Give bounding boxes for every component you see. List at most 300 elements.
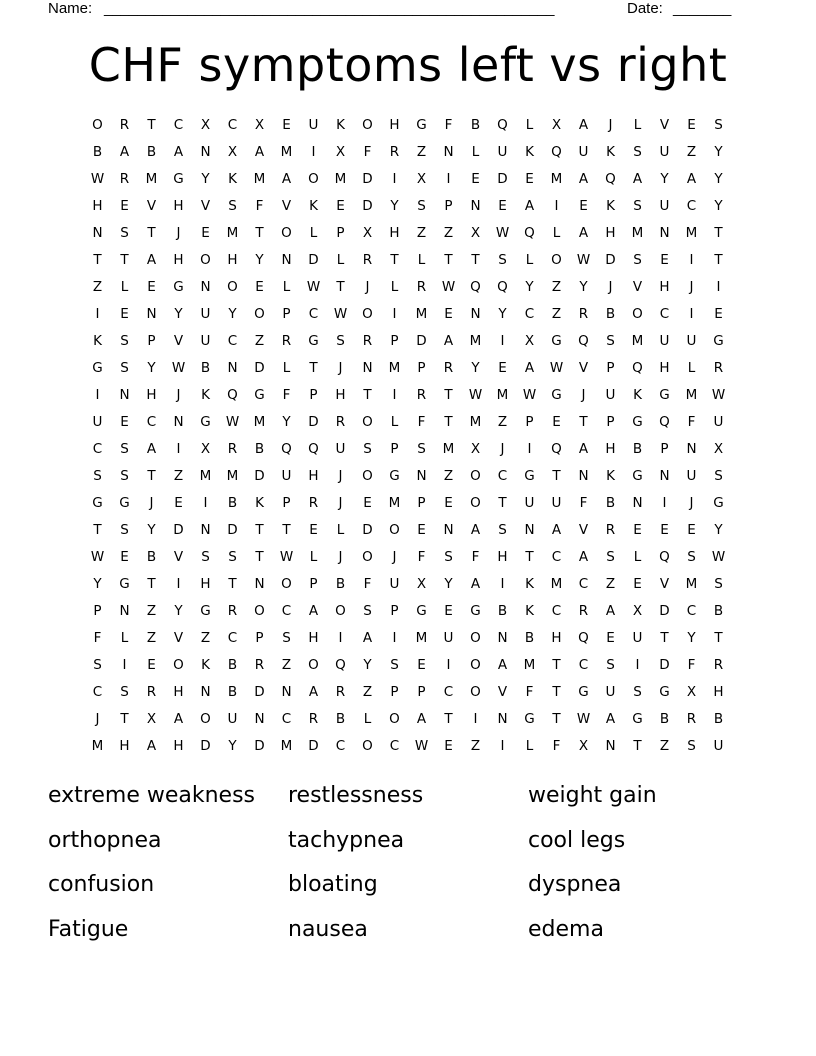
grid-letter: G (92, 360, 103, 376)
grid-letter: Y (687, 630, 696, 646)
grid-letter: R (578, 306, 589, 322)
grid-letter: F (363, 576, 372, 592)
grid-row (84, 517, 732, 544)
word-bank-item: Fatigue (48, 916, 129, 942)
grid-letter: A (578, 171, 589, 187)
grid-letter: N (281, 684, 292, 700)
grid-letter: C (227, 630, 238, 646)
grid-letter: P (336, 225, 345, 241)
grid-row (84, 166, 732, 193)
grid-letter: G (551, 387, 562, 403)
grid-letter: J (338, 468, 343, 484)
grid-letter: E (471, 171, 480, 187)
grid-letter: M (685, 576, 698, 592)
grid-letter: Z (362, 684, 373, 700)
grid-letter: P (390, 333, 399, 349)
grid-letter: K (201, 657, 210, 673)
grid-letter: W (711, 387, 726, 403)
grid-letter: R (308, 495, 319, 511)
grid-letter: T (552, 657, 561, 673)
grid-letter: O (200, 252, 211, 268)
grid-letter: M (523, 657, 536, 673)
grid-letter: E (363, 495, 372, 511)
grid-letter: O (362, 468, 373, 484)
grid-letter: O (281, 576, 292, 592)
grid-letter: R (254, 657, 265, 673)
word-bank-row (48, 825, 768, 870)
grid-letter: O (173, 657, 184, 673)
grid-letter: K (525, 603, 534, 619)
grid-letter: Y (93, 576, 102, 592)
grid-letter: Z (497, 414, 508, 430)
grid-letter: G (470, 603, 481, 619)
grid-letter: J (338, 549, 343, 565)
grid-letter: V (200, 198, 211, 214)
grid-letter: Q (659, 549, 670, 565)
grid-letter: N (119, 387, 130, 403)
grid-letter: A (146, 441, 157, 457)
grid-letter: E (444, 495, 453, 511)
grid-letter: F (93, 630, 102, 646)
grid-letter: Q (578, 333, 589, 349)
grid-letter: T (444, 414, 453, 430)
grid-letter: M (280, 144, 293, 160)
grid-letter: X (416, 576, 427, 592)
grid-letter: H (173, 684, 184, 700)
grid-letter: U (659, 198, 670, 214)
grid-letter: C (659, 306, 670, 322)
grid-letter: U (659, 333, 670, 349)
grid-letter: E (417, 657, 426, 673)
grid-letter: L (309, 225, 318, 241)
grid-letter: T (471, 252, 480, 268)
grid-letter: I (446, 657, 451, 673)
grid-letter: J (149, 495, 154, 511)
word-bank-row (48, 869, 768, 914)
grid-letter: Z (470, 738, 481, 754)
grid-letter: Z (659, 738, 670, 754)
grid-letter: Z (173, 468, 184, 484)
grid-letter: W (549, 360, 564, 376)
grid-letter: E (660, 252, 669, 268)
grid-letter: J (392, 549, 397, 565)
grid-letter: M (685, 387, 698, 403)
grid-letter: O (470, 684, 481, 700)
grid-letter: P (282, 495, 291, 511)
word-bank-item: dyspnea (528, 872, 622, 897)
grid-letter: E (444, 306, 453, 322)
grid-letter: W (90, 171, 105, 187)
grid-letter: H (335, 387, 346, 403)
grid-letter: P (417, 495, 426, 511)
grid-letter: N (443, 522, 454, 538)
grid-letter: K (93, 333, 102, 349)
grid-letter: Y (714, 198, 723, 214)
grid-letter: Z (443, 225, 454, 241)
grid-letter: F (363, 144, 372, 160)
grid-letter: S (687, 549, 696, 565)
grid-letter: S (120, 441, 129, 457)
grid-letter: T (633, 738, 642, 754)
grid-letter: G (659, 387, 670, 403)
grid-letter: G (389, 468, 400, 484)
grid-letter: W (171, 360, 186, 376)
grid-letter: R (416, 279, 427, 295)
grid-letter: L (417, 252, 426, 268)
grid-letter: T (444, 387, 453, 403)
grid-letter: E (552, 414, 561, 430)
grid-letter: L (282, 360, 291, 376)
grid-letter: U (308, 117, 319, 133)
word-bank-item: edema (528, 916, 604, 942)
grid-letter: C (686, 198, 697, 214)
grid-letter: N (659, 468, 670, 484)
grid-letter: K (606, 468, 615, 484)
grid-letter: N (686, 441, 697, 457)
grid-letter: W (333, 306, 348, 322)
grid-letter: R (227, 603, 238, 619)
grid-letter: A (119, 144, 130, 160)
grid-letter: Q (497, 279, 508, 295)
grid-row (84, 409, 732, 436)
grid-letter: G (524, 468, 535, 484)
grid-letter: A (632, 171, 643, 187)
grid-letter: U (524, 495, 535, 511)
grid-letter: G (713, 333, 724, 349)
grid-letter: C (551, 603, 562, 619)
grid-letter: X (686, 684, 697, 700)
grid-row (84, 274, 732, 301)
grid-letter: Y (201, 171, 210, 187)
grid-letter: E (147, 279, 156, 295)
worksheet-header (48, 0, 748, 18)
grid-letter: C (443, 684, 454, 700)
grid-letter: A (578, 117, 589, 133)
grid-letter: Q (227, 387, 238, 403)
grid-letter: P (93, 603, 102, 619)
grid-letter: B (659, 711, 670, 727)
grid-letter: E (633, 576, 642, 592)
grid-letter: R (227, 441, 238, 457)
grid-letter: Y (174, 306, 183, 322)
grid-letter: Z (146, 630, 157, 646)
grid-row (84, 112, 732, 139)
grid-letter: M (280, 738, 293, 754)
grid-letter: N (173, 414, 184, 430)
grid-letter: E (606, 630, 615, 646)
grid-letter: U (686, 468, 697, 484)
grid-letter: K (309, 198, 318, 214)
grid-letter: D (416, 333, 427, 349)
grid-letter: P (390, 441, 399, 457)
grid-letter: N (254, 711, 265, 727)
grid-letter: S (201, 549, 210, 565)
grid-letter: J (338, 360, 343, 376)
grid-letter: X (470, 441, 481, 457)
grid-letter: G (659, 684, 670, 700)
grid-letter: W (414, 738, 429, 754)
grid-letter: U (605, 387, 616, 403)
grid-letter: Q (551, 144, 562, 160)
grid-letter: E (687, 117, 696, 133)
grid-letter: X (551, 117, 562, 133)
grid-letter: M (91, 738, 104, 754)
grid-letter: B (227, 684, 238, 700)
grid-letter: W (90, 549, 105, 565)
grid-letter: G (416, 603, 427, 619)
grid-letter: Y (174, 603, 183, 619)
grid-letter: O (335, 603, 346, 619)
grid-letter: Y (363, 657, 372, 673)
grid-letter: H (605, 441, 616, 457)
grid-letter: B (254, 441, 265, 457)
grid-letter: E (120, 549, 129, 565)
grid-letter: U (335, 441, 346, 457)
grid-letter: F (687, 414, 696, 430)
grid-letter: U (659, 144, 670, 160)
grid-letter: G (632, 711, 643, 727)
grid-letter: T (390, 252, 399, 268)
grid-row (84, 706, 732, 733)
grid-letter: M (469, 333, 482, 349)
grid-letter: N (632, 495, 643, 511)
grid-letter: Q (524, 225, 535, 241)
grid-letter: X (524, 333, 535, 349)
grid-letter: H (389, 117, 400, 133)
grid-letter: O (632, 306, 643, 322)
grid-row (84, 490, 732, 517)
grid-letter: L (336, 252, 345, 268)
grid-letter: U (281, 468, 292, 484)
grid-letter: U (227, 711, 238, 727)
grid-letter: U (200, 306, 211, 322)
grid-letter: A (362, 630, 373, 646)
grid-letter: D (362, 522, 373, 538)
grid-letter: S (714, 117, 723, 133)
grid-letter: M (496, 387, 509, 403)
grid-letter: F (552, 738, 561, 754)
word-bank-item: confusion (48, 872, 155, 897)
grid-letter: G (578, 684, 589, 700)
grid-letter: R (686, 711, 697, 727)
grid-letter: O (389, 522, 400, 538)
word-bank-item: restlessness (288, 783, 424, 808)
grid-letter: E (282, 117, 291, 133)
word-bank-item: weight gain (528, 783, 657, 808)
grid-letter: R (119, 117, 130, 133)
grid-letter: G (632, 468, 643, 484)
grid-letter: F (282, 387, 291, 403)
grid-letter: A (281, 171, 292, 187)
grid-letter: J (365, 279, 370, 295)
grid-letter: K (201, 387, 210, 403)
grid-row (84, 328, 732, 355)
grid-letter: A (551, 522, 562, 538)
grid-letter: D (254, 684, 265, 700)
grid-letter: X (470, 225, 481, 241)
grid-letter: R (281, 333, 292, 349)
grid-letter: O (362, 117, 373, 133)
grid-letter: S (498, 522, 507, 538)
grid-letter: S (120, 522, 129, 538)
grid-letter: A (524, 360, 535, 376)
grid-letter: A (146, 738, 157, 754)
grid-letter: Y (525, 279, 534, 295)
grid-letter: S (633, 198, 642, 214)
grid-letter: J (608, 117, 613, 133)
grid-letter: H (551, 630, 562, 646)
grid-letter: N (524, 522, 535, 538)
grid-letter: T (93, 252, 102, 268)
grid-letter: K (633, 387, 642, 403)
grid-letter: X (200, 117, 211, 133)
grid-letter: C (227, 117, 238, 133)
grid-letter: S (606, 549, 615, 565)
grid-letter: W (495, 225, 510, 241)
grid-letter: Q (281, 441, 292, 457)
grid-letter: D (200, 738, 211, 754)
grid-letter: P (525, 414, 534, 430)
grid-letter: T (552, 684, 561, 700)
grid-letter: L (471, 144, 480, 160)
grid-letter: S (93, 657, 102, 673)
grid-letter: G (308, 333, 319, 349)
grid-letter: E (309, 522, 318, 538)
grid-letter: H (119, 738, 130, 754)
grid-letter: Z (416, 225, 427, 241)
grid-letter: N (92, 225, 103, 241)
grid-letter: Z (551, 279, 562, 295)
grid-letter: I (635, 657, 640, 673)
grid-letter: X (713, 441, 724, 457)
grid-letter: E (444, 738, 453, 754)
grid-row (84, 193, 732, 220)
grid-letter: X (254, 117, 265, 133)
grid-letter: D (254, 738, 265, 754)
grid-letter: C (551, 549, 562, 565)
grid-letter: R (578, 603, 589, 619)
grid-letter: E (525, 171, 534, 187)
grid-letter: C (146, 414, 157, 430)
grid-letter: H (659, 279, 670, 295)
date-blank-line: _______ (673, 0, 732, 17)
grid-letter: T (660, 630, 669, 646)
grid-letter: S (444, 549, 453, 565)
grid-letter: K (606, 144, 615, 160)
grid-letter: P (255, 630, 264, 646)
grid-letter: J (689, 279, 694, 295)
grid-letter: E (714, 306, 723, 322)
grid-letter: K (606, 198, 615, 214)
grid-letter: G (632, 414, 643, 430)
grid-letter: M (550, 171, 563, 187)
grid-letter: L (525, 117, 534, 133)
grid-letter: E (120, 414, 129, 430)
grid-letter: T (579, 414, 588, 430)
grid-letter: B (632, 441, 643, 457)
grid-letter: D (659, 603, 670, 619)
grid-letter: E (120, 306, 129, 322)
grid-letter: L (390, 279, 399, 295)
grid-letter: S (363, 441, 372, 457)
grid-letter: C (578, 657, 589, 673)
grid-letter: T (552, 468, 561, 484)
grid-letter: M (226, 225, 239, 241)
grid-letter: C (389, 738, 400, 754)
grid-letter: W (522, 387, 537, 403)
grid-letter: T (336, 279, 345, 295)
grid-letter: A (173, 711, 184, 727)
grid-row (84, 436, 732, 463)
grid-letter: P (444, 198, 453, 214)
grid-letter: I (95, 387, 100, 403)
grid-letter: S (336, 333, 345, 349)
date-label: Date: (627, 0, 663, 17)
grid-letter: D (362, 171, 373, 187)
grid-letter: J (500, 441, 505, 457)
grid-letter: P (417, 360, 426, 376)
grid-letter: H (92, 198, 103, 214)
grid-letter: E (174, 495, 183, 511)
grid-letter: H (605, 225, 616, 241)
grid-letter: Y (147, 522, 156, 538)
grid-letter: M (253, 171, 266, 187)
grid-letter: M (550, 576, 563, 592)
grid-letter: E (498, 360, 507, 376)
grid-letter: C (281, 711, 292, 727)
grid-letter: Y (579, 279, 588, 295)
grid-letter: S (93, 468, 102, 484)
grid-letter: T (282, 522, 291, 538)
grid-letter: M (415, 306, 428, 322)
grid-letter: X (200, 441, 211, 457)
grid-letter: C (335, 738, 346, 754)
grid-letter: K (525, 576, 534, 592)
grid-letter: P (417, 684, 426, 700)
grid-letter: H (308, 468, 319, 484)
grid-letter: A (578, 225, 589, 241)
grid-letter: L (120, 630, 129, 646)
grid-letter: J (689, 495, 694, 511)
grid-letter: J (581, 387, 586, 403)
grid-letter: B (227, 657, 238, 673)
grid-letter: U (443, 630, 454, 646)
grid-letter: Q (578, 630, 589, 646)
grid-letter: T (120, 252, 129, 268)
grid-letter: X (362, 225, 373, 241)
grid-letter: P (660, 441, 669, 457)
grid-letter: O (362, 306, 373, 322)
grid-letter: X (578, 738, 589, 754)
grid-letter: C (281, 603, 292, 619)
grid-letter: S (363, 603, 372, 619)
grid-letter: E (147, 657, 156, 673)
grid-letter: E (336, 198, 345, 214)
grid-letter: V (146, 198, 157, 214)
grid-letter: C (308, 306, 319, 322)
grid-letter: H (173, 738, 184, 754)
grid-letter: R (416, 387, 427, 403)
grid-letter: N (254, 576, 265, 592)
grid-letter: L (390, 414, 399, 430)
grid-letter: A (470, 522, 481, 538)
grid-letter: Y (228, 738, 237, 754)
grid-letter: O (362, 549, 373, 565)
grid-letter: H (713, 684, 724, 700)
grid-letter: O (92, 117, 103, 133)
grid-row (84, 679, 732, 706)
grid-letter: N (200, 684, 211, 700)
